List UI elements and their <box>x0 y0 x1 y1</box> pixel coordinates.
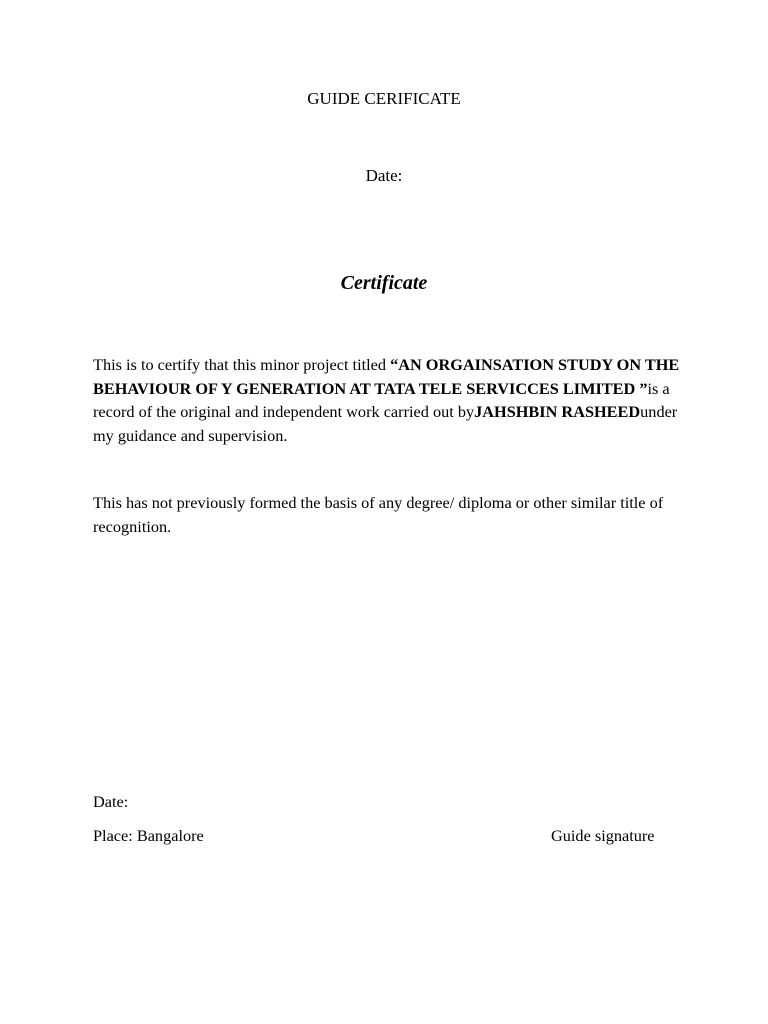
footer-date-label: Date: <box>93 792 129 811</box>
guide-signature-label: Guide signature <box>551 826 655 845</box>
student-name: JAHSHBIN RASHEED <box>474 402 641 421</box>
paragraph-intro: This is to certify that this minor project titled <box>93 355 391 374</box>
certificate-title: Certificate <box>340 272 428 294</box>
document-heading: GUIDE CERIFICATE <box>307 89 461 108</box>
certification-paragraph <box>93 353 683 447</box>
footer-place: Place: Bangalore <box>93 826 204 845</box>
date-label: Date: <box>365 166 403 185</box>
originality-paragraph: This has not previously formed the basis of any degree/ diploma or other similar title of recognition. <box>93 493 664 536</box>
paragraph-middle: is a record of the original and independent work carried out by <box>93 378 670 421</box>
paragraph-ending: under my guidance and supervision. <box>93 402 678 445</box>
project-title: “AN ORGAINSATION STUDY ON THE BEHAVIOUR OF Y GENERATION AT TATA TELE SERVICCES LIMITED ” <box>93 355 680 398</box>
